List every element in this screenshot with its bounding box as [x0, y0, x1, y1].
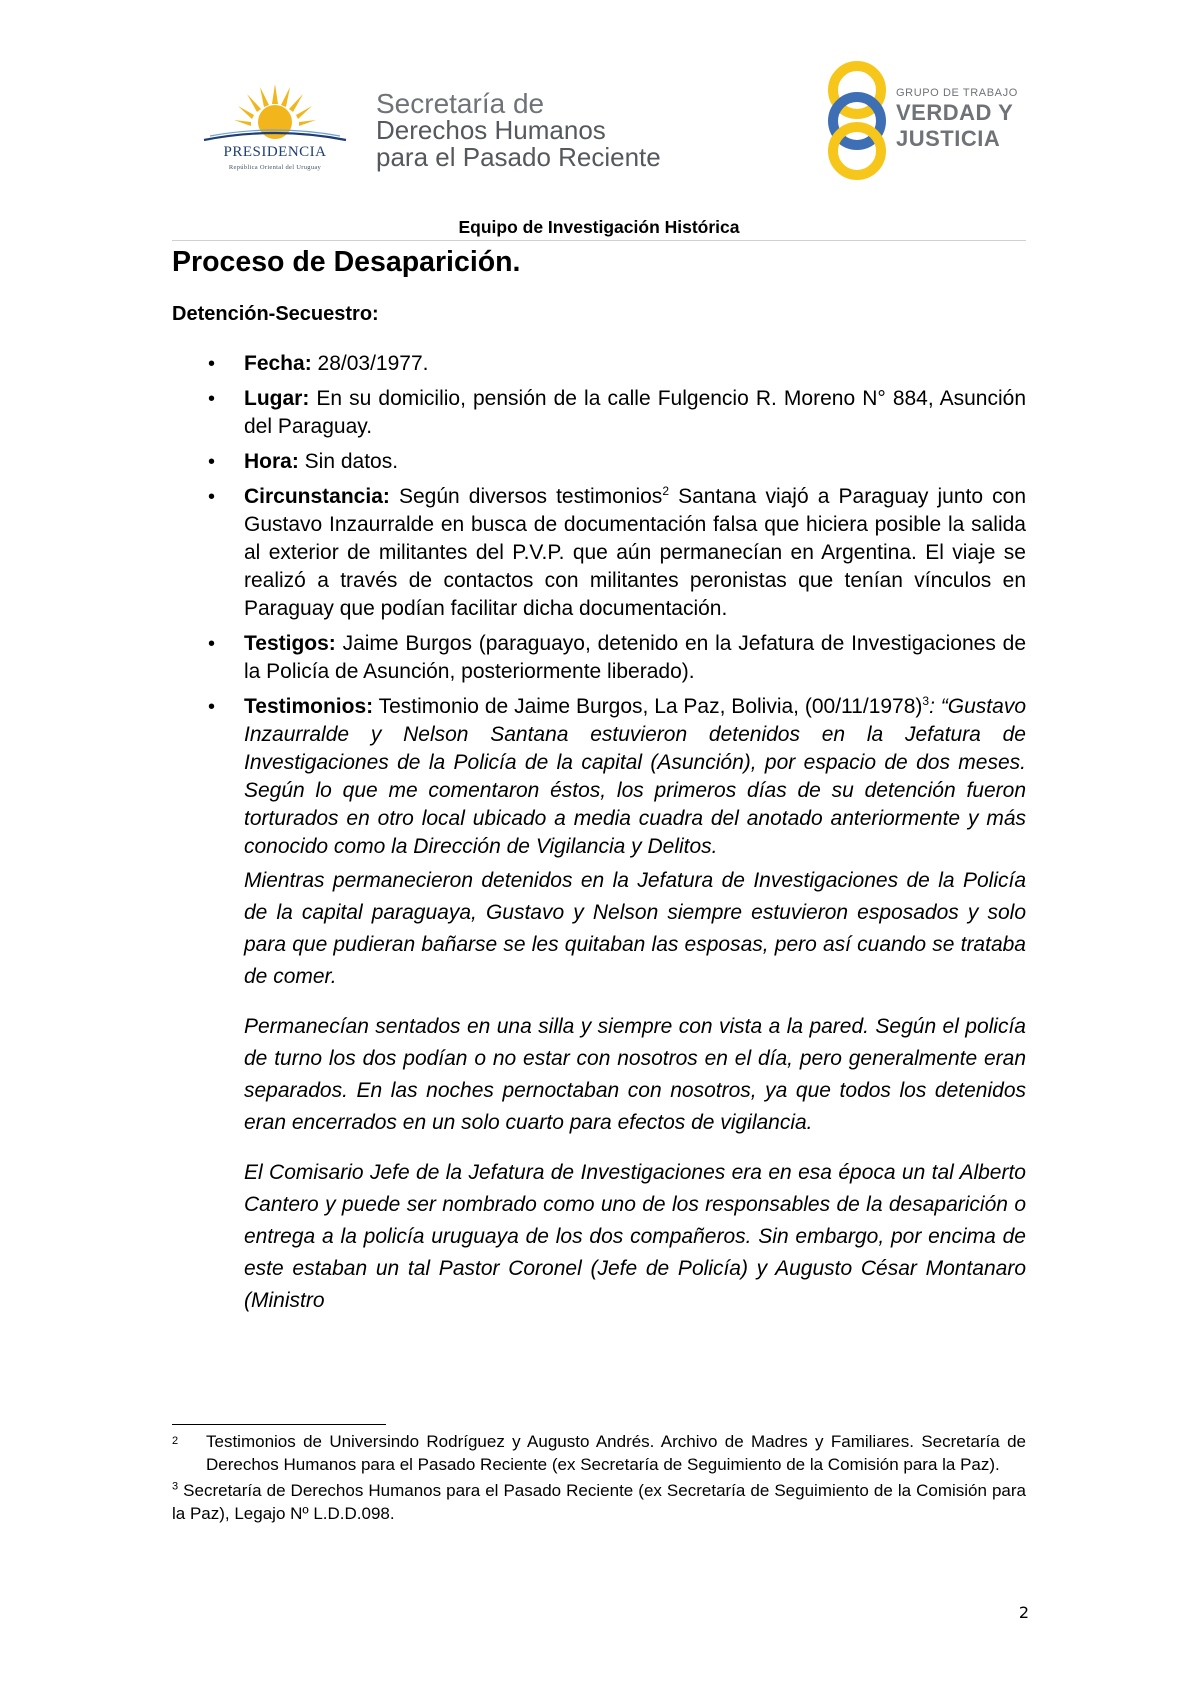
presidencia-logo: [196, 82, 354, 174]
testimony-paragraph: Mientras permanecieron detenidos en la Jefatura de Investigaciones de la Policía de la capital paraguaya, Gustavo y Nelson siempre estuvieron esposados y solo para que pudieran bañarse se les quitaban las esposas, pero así cuando se trataba de comer.: [244, 869, 1026, 988]
list-item-hora: [172, 448, 1026, 476]
footnote-number: 3: [172, 1480, 179, 1493]
item-label: Testimonios:: [244, 695, 374, 718]
list-item-fecha: [172, 350, 1026, 378]
item-text: Según diversos testimonios: [389, 485, 663, 508]
presidencia-subtitle: República Oriental del Uruguay: [228, 164, 322, 171]
secretaria-line-1: Secretaría de: [376, 88, 545, 119]
item-text: En su domicilio, pensión de la calle Fulgencio R. Moreno N° 884, Asunción del Paraguay.: [244, 387, 1026, 438]
item-label: Circunstancia:: [244, 485, 390, 508]
footnote-number: 2: [172, 1435, 179, 1447]
secretaria-line-2: Derechos Humanos: [376, 115, 606, 145]
bullet-icon: •: [208, 486, 216, 508]
testimony-paragraph: El Comisario Jefe de la Jefatura de Investigaciones era en esa época un tal Alberto Cantero y puede ser nombrado como uno de los responsables de la desaparición o entrega a la policía uruguaya de los dos compañeros. Sin embargo, por encima de este estaban un tal Pastor Coronel (Jefe de Policía) y Augusto César Montanaro (Ministro: [244, 1161, 1026, 1312]
footnote-2: [172, 1430, 1026, 1476]
bullet-icon: •: [208, 633, 216, 655]
page-number: 2: [1018, 1603, 1030, 1622]
footnote-ref[interactable]: 2: [662, 484, 669, 498]
item-label: Testigos:: [244, 632, 336, 655]
bullet-icon: •: [208, 451, 216, 473]
vyj-small-text: GRUPO DE TRABAJO: [896, 87, 1018, 99]
item-text-cont: Santana viajó a Paraguay junto con Gustavo Inzaurralde en busca de documentación falsa que hiciera posible la salida al exterior de militantes del P.V.P. que aún permanecían en Argentina. El viaje se realizó a través de contactos con militantes peronistas que tenían vínculos en Paraguay que podían facilitar dicha documentación.: [244, 485, 1026, 620]
team-heading: Equipo de Investigación Histórica: [458, 217, 740, 237]
testimony-quote-start: : “Gustavo Inzaurralde y Nelson Santana estuvieron detenidos en la Jefatura de Investigaciones de la Policía de la capital (Asunción), por espacio de dos meses. Según lo que me comentaron éstos, los primeros días de su detención fueron torturados en otro local ubicado a media cuadra del anotado anteriormente y más conocido como la Dirección de Vigilancia y Delitos.: [244, 695, 1026, 858]
item-label: Lugar:: [244, 387, 310, 410]
rings-logo-icon: [822, 55, 892, 185]
item-text: Jaime Burgos (paraguayo, detenido en la Jefatura de Investigaciones de la Policía de Asunción, posteriormente liberado).: [244, 632, 1026, 683]
footnotes: [172, 1430, 1026, 1528]
vyj-title-line-1: VERDAD Y: [896, 100, 1014, 125]
footnote-3: [172, 1479, 1026, 1525]
item-text: 28/03/1977.: [311, 352, 429, 375]
presidencia-word: PRESIDENCIA: [223, 144, 327, 160]
list-item-lugar: [172, 385, 1026, 441]
item-text: Testimonio de Jaime Burgos, La Paz, Bolivia, (00/11/1978): [373, 695, 923, 718]
list-item-testigos: [172, 630, 1026, 686]
footnote-text: Testimonios de Universindo Rodríguez y Augusto Andrés. Archivo de Madres y Familiares. Secretaría de Derechos Humanos para el Pasado Reciente (ex Secretaría de Seguimiento de la Comisión para la Paz).: [206, 1432, 1026, 1474]
bullet-icon: •: [208, 388, 216, 410]
sun-logo-icon: [196, 82, 354, 142]
bullet-icon: •: [208, 696, 216, 718]
verdad-justicia-logo: [822, 55, 1032, 185]
footnote-ref[interactable]: 3: [922, 694, 930, 708]
item-text: Sin datos.: [298, 450, 399, 473]
header-divider: [172, 240, 1026, 241]
item-label: Fecha:: [244, 352, 312, 375]
vyj-title-line-2: JUSTICIA: [896, 126, 1001, 151]
testimony-paragraph: Permanecían sentados en una silla y siempre con vista a la pared. Según el policía de turno los dos podían o no estar con nosotros en el día, pero generalmente eran separados. En las noches pernoctaban con nosotros, ya que todos los detenidos eran encerrados en un solo cuarto para efectos de vigilancia.: [244, 1015, 1026, 1134]
detail-list: [172, 350, 1026, 1317]
page-title: Proceso de Desaparición.: [172, 246, 521, 278]
secretaria-title: [376, 90, 706, 171]
item-label: Hora:: [244, 450, 299, 473]
footnote-text: Secretaría de Derechos Humanos para el Pasado Reciente (ex Secretaría de Seguimiento de la Comisión para la Paz), Legajo Nº L.D.D.098.: [172, 1481, 1026, 1523]
footnote-divider: [172, 1424, 386, 1425]
secretaria-line-3: para el Pasado Reciente: [376, 142, 661, 172]
section-subheading: Detención-Secuestro:: [172, 303, 379, 325]
bullet-icon: •: [208, 353, 216, 375]
list-item-testimonios: [172, 693, 1026, 1317]
document-body: [172, 244, 1026, 1324]
list-item-circunstancia: [172, 483, 1026, 623]
